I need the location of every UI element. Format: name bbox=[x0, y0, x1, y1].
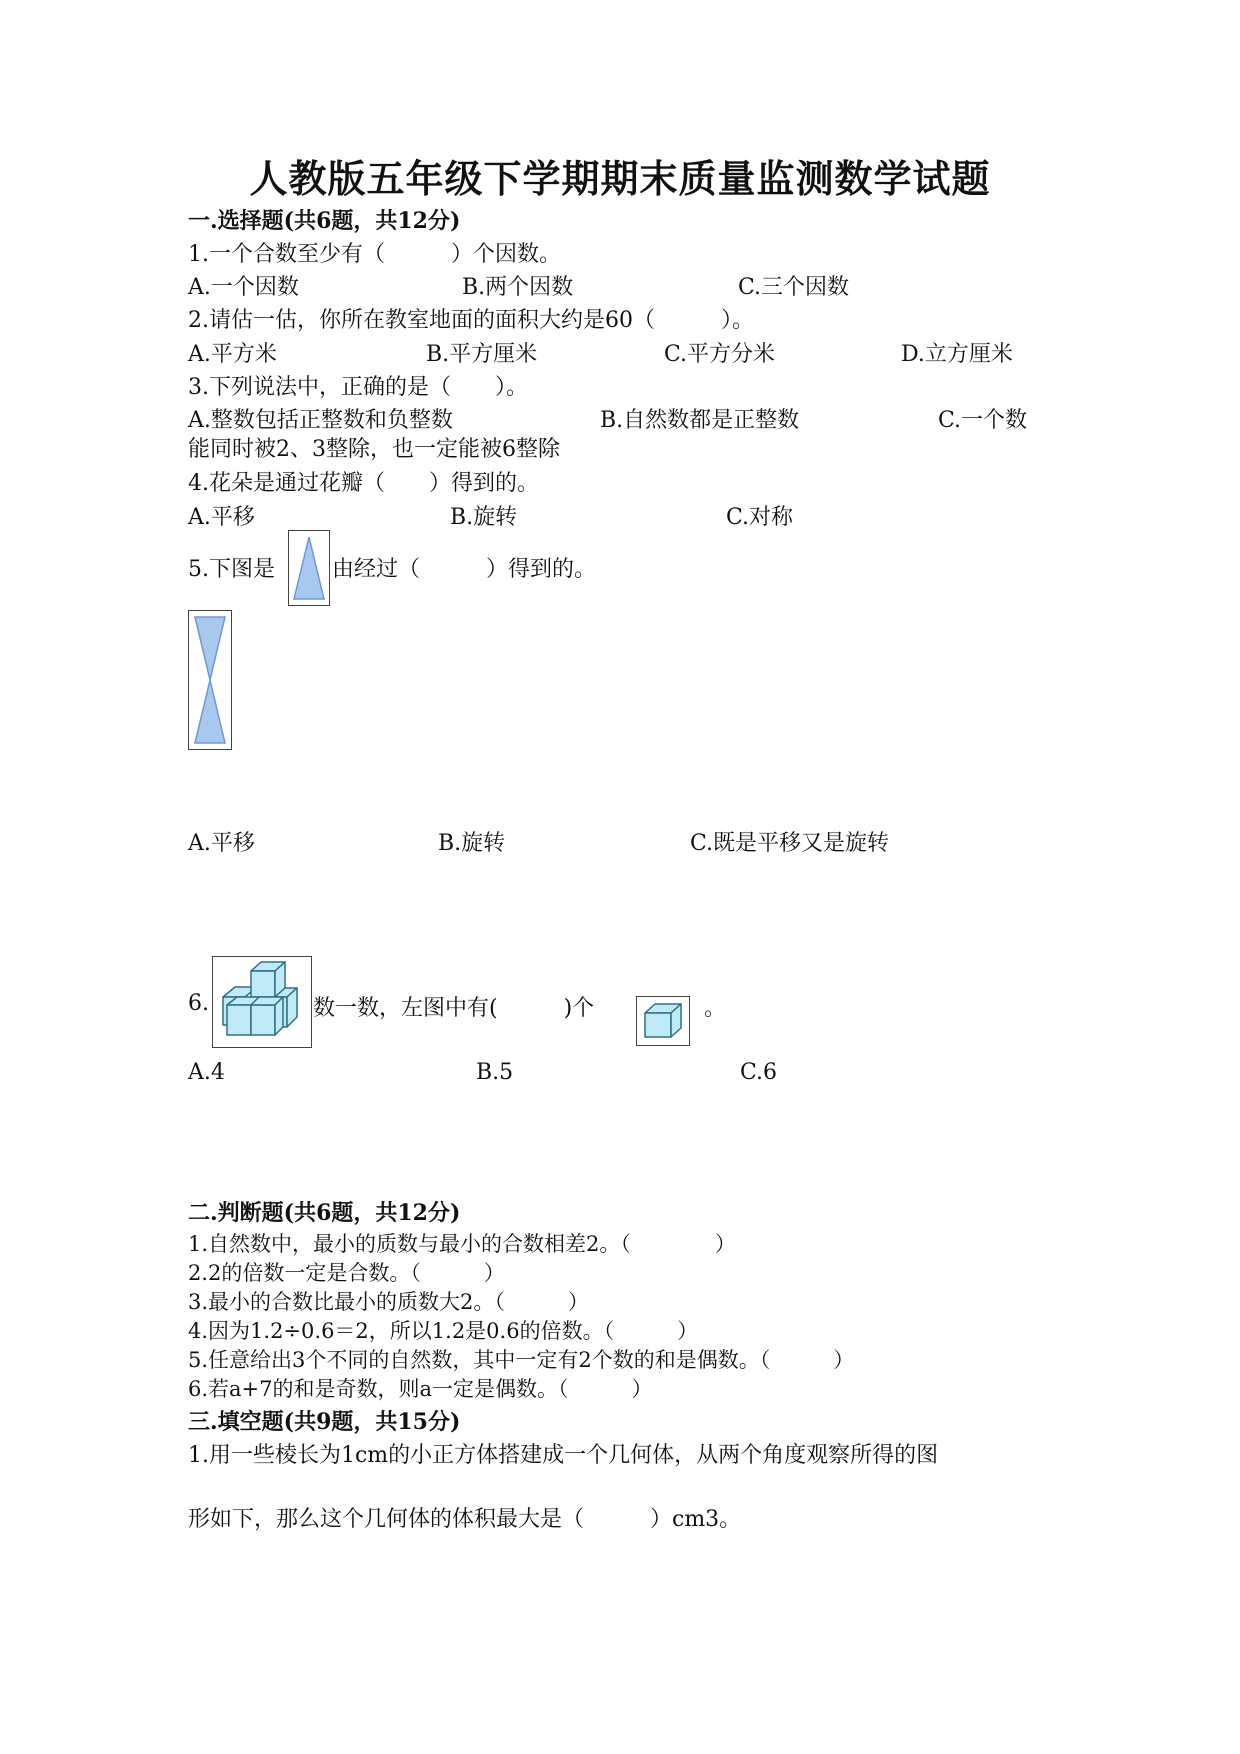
section-heading-choice: 一.选择题(共6题，共12分) bbox=[188, 208, 461, 234]
page-title: 人教版五年级下学期期末质量监测数学试题 bbox=[249, 156, 991, 201]
q5-option-b: B.旋转 bbox=[438, 831, 506, 856]
q6-stem-mid: 数一数，左图中有( )个 bbox=[313, 996, 595, 1021]
triangle-shape bbox=[294, 537, 324, 599]
q4-option-b: B.旋转 bbox=[450, 505, 518, 530]
q1-option-c: C.三个因数 bbox=[738, 275, 850, 300]
q2-stem: 2.请估一估，你所在教室地面的面积大约是60（ ）。 bbox=[188, 308, 754, 333]
q3-option-a: A.整数包括正整数和负整数 bbox=[188, 408, 453, 433]
q6-cube-stack-figure bbox=[212, 956, 312, 1048]
judgement-item-1: 1.自然数中，最小的质数与最小的合数相差2。（ ） bbox=[188, 1232, 736, 1256]
judgement-item-2: 2.2的倍数一定是合数。（ ） bbox=[188, 1261, 505, 1285]
q2-option-d: D.立方厘米 bbox=[901, 342, 1013, 367]
q4-option-a: A.平移 bbox=[188, 505, 255, 530]
q1-option-a: A.一个因数 bbox=[188, 275, 299, 300]
fill-q1-line1: 1.用一些棱长为1cm的小正方体搭建成一个几何体，从两个角度观察所得的图 bbox=[188, 1443, 939, 1468]
judgement-item-3: 3.最小的合数比最小的质数大2。（ ） bbox=[188, 1290, 589, 1314]
q2-option-b: B.平方厘米 bbox=[426, 342, 538, 367]
section-heading-judgement: 二.判断题(共6题，共12分) bbox=[188, 1200, 461, 1226]
q6-option-a: A.4 bbox=[188, 1060, 225, 1085]
q5-hourglass-figure bbox=[188, 610, 232, 750]
q3-option-c: C.一个数 bbox=[938, 408, 1028, 433]
judgement-item-4: 4.因为1.2÷0.6＝2，所以1.2是0.6的倍数。（ ） bbox=[188, 1319, 699, 1343]
q2-option-a: A.平方米 bbox=[188, 342, 277, 367]
q6-number: 6. bbox=[188, 991, 209, 1016]
q6-option-c: C.6 bbox=[740, 1060, 778, 1085]
q5-stem-post: 由经过（ ）得到的。 bbox=[332, 557, 597, 582]
q5-stem-pre: 5.下图是 bbox=[188, 557, 275, 582]
section-heading-fill-blank: 三.填空题(共9题，共15分) bbox=[188, 1409, 461, 1435]
q5-option-a: A.平移 bbox=[188, 831, 255, 856]
downward-triangle-shape bbox=[195, 617, 225, 680]
q5-option-c: C.既是平移又是旋转 bbox=[690, 831, 890, 856]
q2-option-c: C.平方分米 bbox=[664, 342, 776, 367]
q4-stem: 4.花朵是通过花瓣（ ）得到的。 bbox=[188, 471, 539, 496]
q3-stem: 3.下列说法中，正确的是（ ）。 bbox=[188, 375, 528, 400]
q6-single-cube-figure bbox=[636, 996, 690, 1046]
judgement-item-5: 5.任意给出3个不同的自然数，其中一定有2个数的和是偶数。（ ） bbox=[188, 1348, 855, 1372]
q1-stem: 1.一个合数至少有（ ）个因数。 bbox=[188, 242, 561, 267]
q4-option-c: C.对称 bbox=[726, 505, 794, 530]
q6-option-b: B.5 bbox=[476, 1060, 514, 1085]
upward-triangle-shape bbox=[195, 680, 225, 743]
fill-q1-line2: 形如下，那么这个几何体的体积最大是（ ）cm3。 bbox=[188, 1507, 742, 1532]
q5-triangle-figure bbox=[288, 530, 330, 606]
q3-option-c-continued: 能同时被2、3整除，也一定能被6整除 bbox=[188, 437, 560, 462]
judgement-item-6: 6.若a+7的和是奇数，则a一定是偶数。（ ） bbox=[188, 1377, 653, 1401]
q6-stem-end: 。 bbox=[704, 996, 727, 1021]
q1-option-b: B.两个因数 bbox=[462, 275, 574, 300]
q3-option-b: B.自然数都是正整数 bbox=[600, 408, 800, 433]
